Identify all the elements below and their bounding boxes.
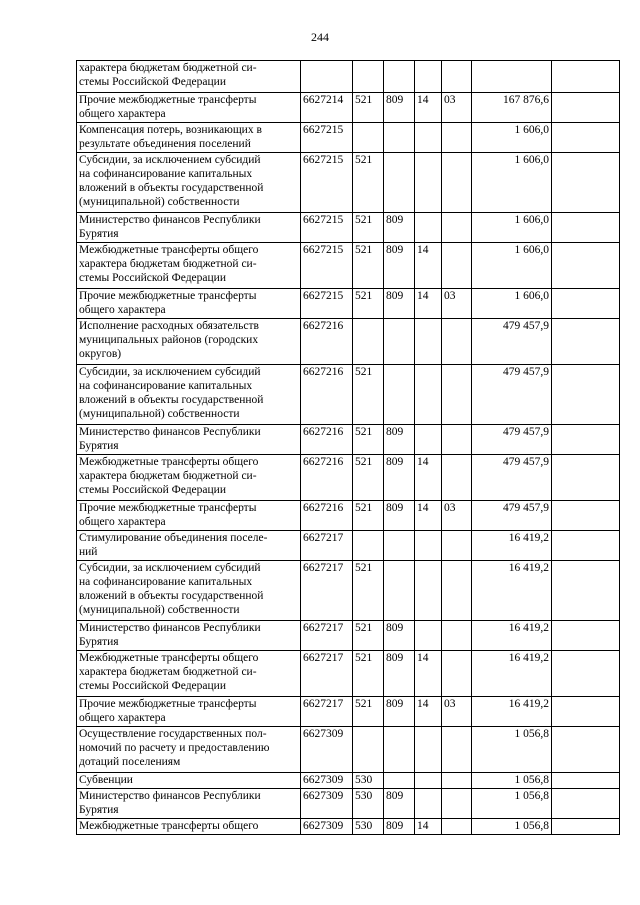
row-name: Межбюджетные трансферты общего <box>77 819 301 835</box>
row-gr: 809 <box>384 93 415 123</box>
row-vr: 521 <box>353 651 384 697</box>
row-vr: 521 <box>353 243 384 289</box>
row-sum: 16 419,2 <box>472 561 552 621</box>
row-gr: 809 <box>384 819 415 835</box>
row-rz <box>415 561 442 621</box>
row-sum: 1 606,0 <box>472 243 552 289</box>
row-sum: 1 606,0 <box>472 213 552 243</box>
row-sum: 1 606,0 <box>472 153 552 213</box>
row-extra <box>552 697 620 727</box>
row-extra <box>552 773 620 789</box>
row-gr <box>384 531 415 561</box>
row-pr <box>442 651 472 697</box>
row-sum: 479 457,9 <box>472 501 552 531</box>
row-rz <box>415 61 442 93</box>
row-pr <box>442 61 472 93</box>
table-row <box>77 561 620 621</box>
row-name: Межбюджетные трансферты общего характера бюджетам бюджетной си- стемы Российской Федерации <box>77 651 301 697</box>
row-code: 6627309 <box>301 727 353 773</box>
row-rz <box>415 789 442 819</box>
table-row <box>77 621 620 651</box>
row-gr: 809 <box>384 789 415 819</box>
table-row <box>77 213 620 243</box>
row-vr: 530 <box>353 773 384 789</box>
row-gr: 809 <box>384 425 415 455</box>
row-pr <box>442 621 472 651</box>
row-gr <box>384 727 415 773</box>
row-extra <box>552 289 620 319</box>
table-row <box>77 789 620 819</box>
row-gr <box>384 773 415 789</box>
row-name: Прочие межбюджетные трансферты общего характера <box>77 501 301 531</box>
row-code: 6627215 <box>301 123 353 153</box>
row-pr: 03 <box>442 93 472 123</box>
row-extra <box>552 651 620 697</box>
table-row <box>77 501 620 531</box>
row-sum: 1 056,8 <box>472 819 552 835</box>
row-code: 6627217 <box>301 561 353 621</box>
row-gr: 809 <box>384 651 415 697</box>
row-sum: 479 457,9 <box>472 455 552 501</box>
row-code: 6627215 <box>301 213 353 243</box>
row-pr: 03 <box>442 501 472 531</box>
row-gr: 809 <box>384 455 415 501</box>
row-gr <box>384 561 415 621</box>
table-row <box>77 425 620 455</box>
row-extra <box>552 61 620 93</box>
row-vr: 521 <box>353 621 384 651</box>
row-pr: 03 <box>442 289 472 319</box>
row-sum: 1 056,8 <box>472 773 552 789</box>
row-extra <box>552 243 620 289</box>
row-rz <box>415 153 442 213</box>
row-vr: 530 <box>353 819 384 835</box>
row-rz <box>415 213 442 243</box>
row-pr <box>442 123 472 153</box>
row-pr <box>442 789 472 819</box>
row-name: Министерство финансов Республики Бурятия <box>77 789 301 819</box>
row-sum: 16 419,2 <box>472 651 552 697</box>
page-number: 244 <box>311 30 329 44</box>
table-row <box>77 727 620 773</box>
table-row <box>77 365 620 425</box>
row-pr: 03 <box>442 697 472 727</box>
row-code: 6627216 <box>301 425 353 455</box>
row-name: Субсидии, за исключением субсидий на софинансирование капитальных вложений в объекты государственной (муниципальной) собственности <box>77 365 301 425</box>
row-rz <box>415 123 442 153</box>
row-code: 6627214 <box>301 93 353 123</box>
row-code: 6627216 <box>301 319 353 365</box>
row-vr: 521 <box>353 289 384 319</box>
row-vr: 521 <box>353 365 384 425</box>
row-extra <box>552 365 620 425</box>
table-row <box>77 93 620 123</box>
row-name: Прочие межбюджетные трансферты общего характера <box>77 697 301 727</box>
row-gr: 809 <box>384 289 415 319</box>
row-rz <box>415 531 442 561</box>
row-pr <box>442 773 472 789</box>
budget-table-body <box>77 61 620 835</box>
row-vr: 521 <box>353 561 384 621</box>
row-rz: 14 <box>415 819 442 835</box>
row-name: Исполнение расходных обязательств муниципальных районов (городских округов) <box>77 319 301 365</box>
row-name: Межбюджетные трансферты общего характера бюджетам бюджетной си- стемы Российской Федерации <box>77 243 301 289</box>
row-name: Осуществление государственных пол- номочий по расчету и предоставлению дотаций поселениям <box>77 727 301 773</box>
row-rz: 14 <box>415 289 442 319</box>
row-sum <box>472 61 552 93</box>
row-gr: 809 <box>384 213 415 243</box>
row-name: Субсидии, за исключением субсидий на софинансирование капитальных вложений в объекты государственной (муниципальной) собственности <box>77 561 301 621</box>
row-sum: 16 419,2 <box>472 621 552 651</box>
row-extra <box>552 531 620 561</box>
row-gr: 809 <box>384 243 415 289</box>
row-code: 6627217 <box>301 531 353 561</box>
row-vr <box>353 123 384 153</box>
row-pr <box>442 425 472 455</box>
row-pr <box>442 153 472 213</box>
row-name: Министерство финансов Республики Бурятия <box>77 425 301 455</box>
row-code: 6627217 <box>301 621 353 651</box>
row-vr: 521 <box>353 213 384 243</box>
row-gr <box>384 61 415 93</box>
row-sum: 1 056,8 <box>472 789 552 819</box>
row-pr <box>442 319 472 365</box>
row-rz: 14 <box>415 697 442 727</box>
row-code: 6627309 <box>301 789 353 819</box>
row-extra <box>552 123 620 153</box>
row-vr: 521 <box>353 153 384 213</box>
row-name: Стимулирование объединения поселе- ний <box>77 531 301 561</box>
row-code: 6627216 <box>301 455 353 501</box>
row-sum: 479 457,9 <box>472 319 552 365</box>
row-sum: 1 606,0 <box>472 289 552 319</box>
table-row <box>77 123 620 153</box>
row-code: 6627216 <box>301 501 353 531</box>
row-vr <box>353 319 384 365</box>
row-vr <box>353 531 384 561</box>
table-row <box>77 289 620 319</box>
row-name: Прочие межбюджетные трансферты общего характера <box>77 93 301 123</box>
row-name: Компенсация потерь, возникающих в результате объединения поселений <box>77 123 301 153</box>
row-gr: 809 <box>384 697 415 727</box>
row-name: Министерство финансов Республики Бурятия <box>77 213 301 243</box>
row-name: Субсидии, за исключением субсидий на софинансирование капитальных вложений в объекты государственной (муниципальной) собственности <box>77 153 301 213</box>
row-vr <box>353 727 384 773</box>
row-sum: 479 457,9 <box>472 425 552 455</box>
row-vr: 521 <box>353 425 384 455</box>
row-rz <box>415 621 442 651</box>
row-code: 6627216 <box>301 365 353 425</box>
table-row <box>77 319 620 365</box>
row-vr: 530 <box>353 789 384 819</box>
table-row <box>77 455 620 501</box>
row-extra <box>552 621 620 651</box>
row-extra <box>552 319 620 365</box>
row-extra <box>552 789 620 819</box>
row-vr: 521 <box>353 93 384 123</box>
row-pr <box>442 531 472 561</box>
row-gr <box>384 319 415 365</box>
row-sum: 167 876,6 <box>472 93 552 123</box>
row-vr: 521 <box>353 455 384 501</box>
row-pr <box>442 819 472 835</box>
row-gr: 809 <box>384 621 415 651</box>
row-vr <box>353 61 384 93</box>
row-sum: 1 056,8 <box>472 727 552 773</box>
row-rz: 14 <box>415 93 442 123</box>
row-extra <box>552 501 620 531</box>
row-pr <box>442 561 472 621</box>
table-row <box>77 153 620 213</box>
row-sum: 479 457,9 <box>472 365 552 425</box>
row-gr: 809 <box>384 501 415 531</box>
row-rz <box>415 365 442 425</box>
table-row <box>77 531 620 561</box>
row-extra <box>552 153 620 213</box>
budget-table <box>76 60 620 835</box>
row-vr: 521 <box>353 697 384 727</box>
row-name: характера бюджетам бюджетной си- стемы Российской Федерации <box>77 61 301 93</box>
row-sum: 1 606,0 <box>472 123 552 153</box>
row-code: 6627309 <box>301 819 353 835</box>
row-extra <box>552 819 620 835</box>
row-pr <box>442 365 472 425</box>
row-rz <box>415 425 442 455</box>
row-name: Прочие межбюджетные трансферты общего характера <box>77 289 301 319</box>
table-row <box>77 697 620 727</box>
table-row <box>77 243 620 289</box>
row-extra <box>552 455 620 501</box>
row-sum: 16 419,2 <box>472 531 552 561</box>
row-name: Межбюджетные трансферты общего характера бюджетам бюджетной си- стемы Российской Федерации <box>77 455 301 501</box>
row-pr <box>442 727 472 773</box>
row-code: 6627215 <box>301 153 353 213</box>
row-code <box>301 61 353 93</box>
row-extra <box>552 93 620 123</box>
table-row <box>77 773 620 789</box>
table-row <box>77 61 620 93</box>
row-rz: 14 <box>415 243 442 289</box>
row-code: 6627309 <box>301 773 353 789</box>
row-code: 6627217 <box>301 651 353 697</box>
table-row <box>77 819 620 835</box>
row-vr: 521 <box>353 501 384 531</box>
row-rz <box>415 319 442 365</box>
row-rz <box>415 773 442 789</box>
row-gr <box>384 365 415 425</box>
row-pr <box>442 455 472 501</box>
row-code: 6627217 <box>301 697 353 727</box>
row-extra <box>552 213 620 243</box>
row-extra <box>552 561 620 621</box>
row-code: 6627215 <box>301 289 353 319</box>
row-name: Субвенции <box>77 773 301 789</box>
row-rz: 14 <box>415 455 442 501</box>
table-row <box>77 651 620 697</box>
row-gr <box>384 123 415 153</box>
row-pr <box>442 213 472 243</box>
row-sum: 16 419,2 <box>472 697 552 727</box>
row-rz: 14 <box>415 501 442 531</box>
row-code: 6627215 <box>301 243 353 289</box>
row-rz: 14 <box>415 651 442 697</box>
row-rz <box>415 727 442 773</box>
row-extra <box>552 425 620 455</box>
row-extra <box>552 727 620 773</box>
row-pr <box>442 243 472 289</box>
row-name: Министерство финансов Республики Бурятия <box>77 621 301 651</box>
row-gr <box>384 153 415 213</box>
